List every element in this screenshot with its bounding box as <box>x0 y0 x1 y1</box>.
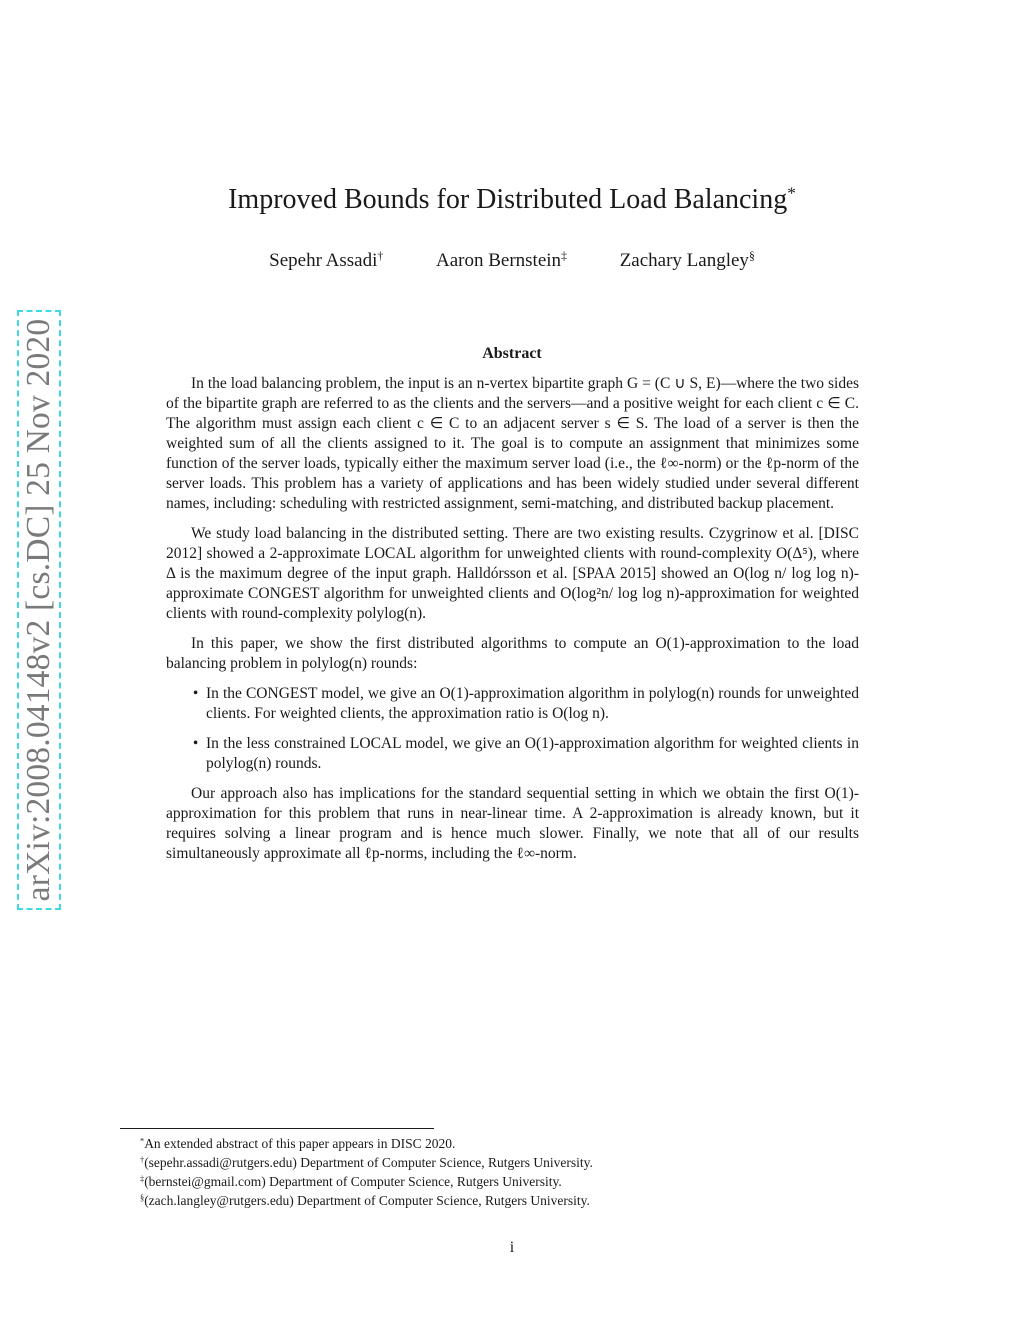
author <box>620 250 755 272</box>
contribution-item: • In the less constrained LOCAL model, we give an O(1)-approximation algorithm for weighted clients in polylog(n) rounds. <box>206 734 859 774</box>
footnote-text: (zach.langley@rutgers.edu) Department of Computer Science, Rutgers University. <box>144 1193 590 1208</box>
footnote-text: (bernstei@gmail.com) Department of Computer Science, Rutgers University. <box>144 1174 562 1189</box>
footnote <box>120 1191 920 1210</box>
footnote-text: An extended abstract of this paper appears in DISC 2020. <box>144 1136 456 1151</box>
author-footnote-mark: † <box>377 249 384 263</box>
footnote <box>120 1172 920 1191</box>
abstract-body <box>166 374 859 874</box>
footnote-mark: † <box>140 1155 145 1165</box>
page-number: i <box>509 1239 515 1256</box>
author-list <box>0 250 1024 272</box>
author-name: Sepehr Assadi <box>269 250 378 271</box>
title-text: Improved Bounds for Distributed Load Balancing <box>228 184 788 215</box>
author <box>436 250 567 272</box>
arxiv-stamp <box>17 310 61 910</box>
author-name: Aaron Bernstein <box>436 250 562 271</box>
footnote-text: (sepehr.assadi@rutgers.edu) Department of Computer Science, Rutgers University. <box>144 1155 593 1170</box>
title-footnote-mark: * <box>787 183 796 203</box>
abstract-paragraph: We study load balancing in the distributed setting. There are two existing results. Czygrinow et al. [DISC 2012] showed a 2-approximate LOCAL algorithm for unweighted clients with round-complexity O(Δ⁵), where Δ is the maximum degree of the input graph. Halldórsson et al. [SPAA 2015] showed an O(log n/ log log n)-approximate CONGEST algorithm for unweighted clients and O(log²n/ log log n)-approximation for weighted clients with round-complexity polylog(n). <box>166 525 859 622</box>
contribution-item: • In the CONGEST model, we give an O(1)-approximation algorithm in polylog(n) rounds for unweighted clients. For weighted clients, the approximation ratio is O(log n). <box>206 684 859 724</box>
abstract-paragraph: In the load balancing problem, the input is an n-vertex bipartite graph G = (C ∪ S, E)—where the two sides of the bipartite graph are referred to as the clients and the servers—and a positive weight for each client c ∈ C. The algorithm must assign each client c ∈ C to an adjacent server s ∈ S. The load of a server is then the weighted sum of all the clients assigned to it. The goal is to compute an assignment that minimizes some function of the server loads, typically either the maximum server load (i.e., the ℓ∞-norm) or the ℓp-norm of the server loads. This problem has a variety of applications and has been widely studied under several different names, including: scheduling with restricted assignment, semi-matching, and distributed backup placement. <box>166 375 859 512</box>
author-footnote-mark: § <box>748 249 755 263</box>
abstract-paragraph: Our approach also has implications for the standard sequential setting in which we obtain the first O(1)-approximation for this problem that runs in near-linear time. A 2-approximation is already known, but it requires solving a linear program and is hence much slower. Finally, we note that all of our results simultaneously approximate all ℓp-norms, including the ℓ∞-norm. <box>166 785 859 862</box>
footnote-mark: * <box>140 1136 145 1146</box>
footnote-rule <box>120 1128 434 1129</box>
paper-title <box>0 184 1024 216</box>
abstract-paragraph: In this paper, we show the first distributed algorithms to compute an O(1)-approximation to the load balancing problem in polylog(n) rounds: <box>166 635 859 672</box>
arxiv-identifier: arXiv:2008.04148v2 [cs.DC] 25 Nov 2020 <box>20 318 57 902</box>
footnote <box>120 1134 920 1153</box>
footnote <box>120 1153 920 1172</box>
author-footnote-mark: ‡ <box>561 249 567 263</box>
footnotes <box>120 1134 920 1210</box>
contribution-list <box>166 684 859 774</box>
footnote-mark: § <box>140 1193 145 1203</box>
abstract-heading: Abstract <box>482 345 542 362</box>
author-name: Zachary Langley <box>619 250 749 271</box>
footnote-mark: ‡ <box>140 1174 145 1184</box>
author <box>269 250 383 272</box>
